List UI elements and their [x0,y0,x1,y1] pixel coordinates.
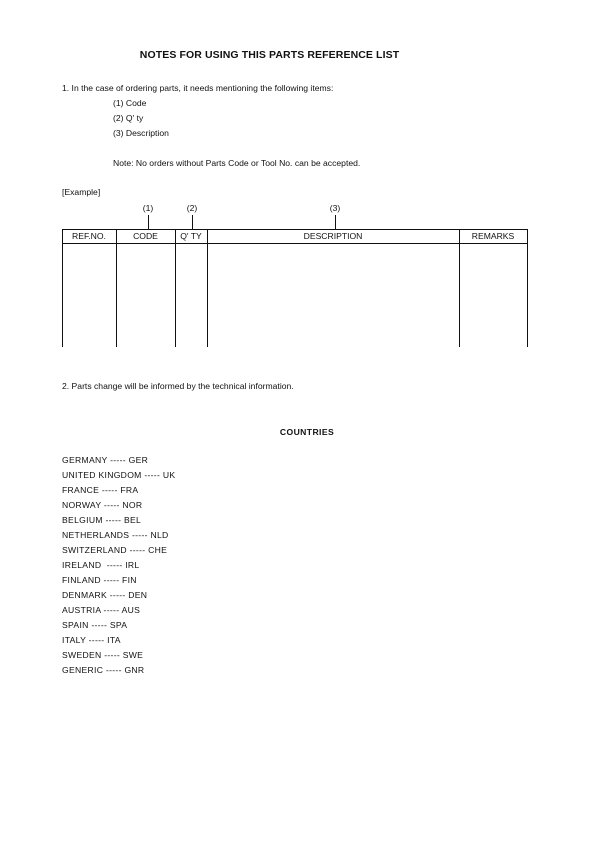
header-ref-no: REF.NO. [72,231,106,241]
marker-1-pointer [148,215,149,229]
country-list [62,455,175,680]
country-item: NORWAY ----- NOR [62,500,143,510]
example-marker-2: (2) [186,203,198,213]
country-item: SWITZERLAND ----- CHE [62,545,168,555]
note-2: 2. Parts change will be informed by the technical information. [62,381,294,391]
marker-3-pointer [335,215,336,229]
country-item: UNITED KINGDOM ----- UK [62,470,176,480]
country-item: SWEDEN ----- SWE [62,650,144,660]
header-description: DESCRIPTION [303,231,363,241]
countries-title: COUNTRIES [279,427,335,437]
country-item: NETHERLANDS ----- NLD [62,530,169,540]
example-marker-1: (1) [142,203,154,213]
country-item: DENMARK ----- DEN [62,590,148,600]
table-left-border [62,229,63,347]
note-1-item-description: (3) Description [113,128,169,138]
note-1-item-code: (1) Code [113,98,147,108]
marker-2-pointer [192,215,193,229]
table-column-divider [175,229,176,347]
country-item: AUSTRIA ----- AUS [62,605,141,615]
note-1-intro: 1. In the case of ordering parts, it needs mentioning the following items: [62,83,334,93]
country-item: BELGIUM ----- BEL [62,515,142,525]
note-1-item-qty: (2) Q' ty [113,113,144,123]
table-right-border [527,229,528,347]
table-column-divider [459,229,460,347]
table-column-divider [116,229,117,347]
country-item: FINLAND ----- FIN [62,575,137,585]
table-column-divider [207,229,208,347]
example-marker-3: (3) [329,203,341,213]
header-qty: Q' TY [180,231,202,241]
example-label: [Example] [62,187,101,197]
country-item: SPAIN ----- SPA [62,620,128,630]
page-title: NOTES FOR USING THIS PARTS REFERENCE LIST [139,49,400,61]
header-code: CODE [133,231,158,241]
country-item: IRELAND ----- IRL [62,560,140,570]
country-item: GERMANY ----- GER [62,455,149,465]
country-item: GENERIC ----- GNR [62,665,145,675]
note-1-ordering-note: Note: No orders without Parts Code or Tool No. can be accepted. [113,158,361,168]
country-item: FRANCE ----- FRA [62,485,139,495]
header-remarks: REMARKS [471,231,515,241]
country-item: ITALY ----- ITA [62,635,121,645]
example-table [62,229,528,347]
